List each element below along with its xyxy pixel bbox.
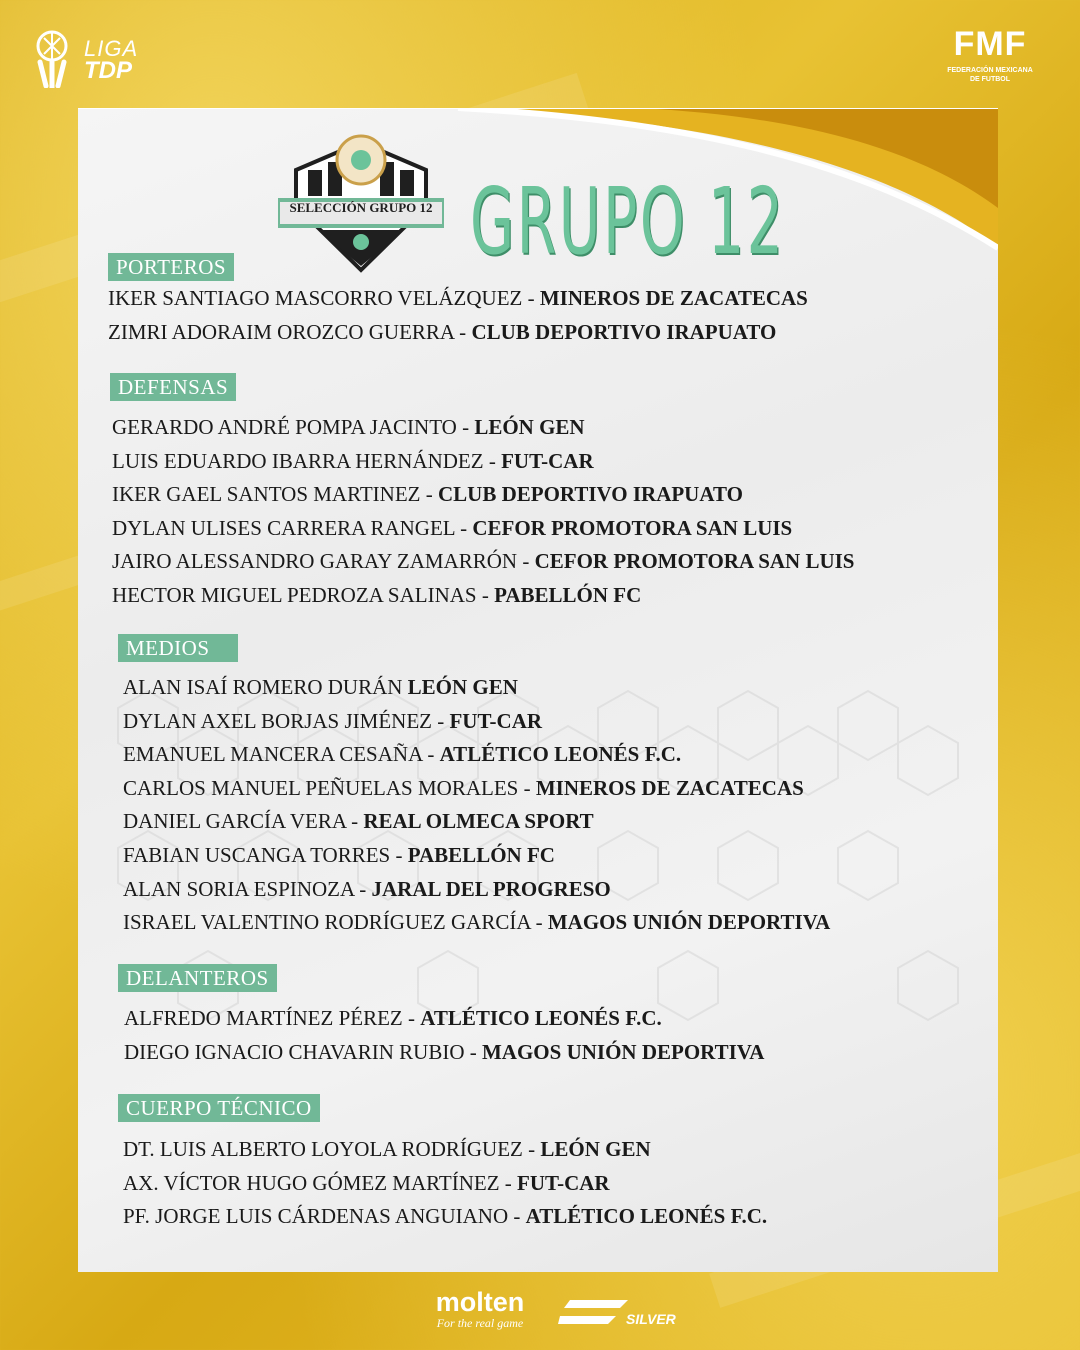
staff-name: AX. VÍCTOR HUGO GÓMEZ MARTÍNEZ -: [123, 1170, 518, 1195]
club-name: MINEROS DE ZACATECAS: [539, 286, 808, 310]
fmf-logo-subtitle: FEDERACIÓN MEXICANA DE FUTBOL: [947, 67, 1033, 83]
club-name: CLUB DEPORTIVO IRAPUATO: [437, 482, 743, 507]
player-name: ALAN SORIA ESPINOZA -: [123, 876, 372, 901]
medios-list: [123, 671, 830, 940]
player-name: CARLOS MANUEL PEÑUELAS MORALES -: [123, 775, 536, 800]
player-name: DIEGO IGNACIO CHAVARIN RUBIO -: [124, 1039, 482, 1064]
cuerpo-tecnico-list: [123, 1133, 767, 1234]
porteros-list: [108, 282, 808, 349]
club-name: FUT-CAR: [517, 1170, 610, 1195]
list-item: [123, 873, 830, 907]
fmf-logo: [944, 26, 1036, 84]
club-name: FUT-CAR: [501, 448, 594, 473]
section-label-porteros: PORTEROS: [108, 253, 234, 281]
club-name: MINEROS DE ZACATECAS: [535, 775, 804, 800]
list-item: [123, 805, 830, 839]
molten-logo-tagline: For the real game: [436, 1316, 524, 1330]
player-name: DANIEL GARCÍA VERA -: [123, 809, 364, 834]
section-label-medios: MEDIOS: [118, 634, 238, 662]
list-item: [123, 1167, 767, 1201]
liga-ball-icon: [30, 28, 78, 88]
list-item: [112, 579, 854, 613]
list-item: [123, 1133, 767, 1167]
club-name: FUT-CAR: [449, 708, 543, 733]
molten-logo: [420, 1288, 540, 1330]
club-name: REAL OLMECA SPORT: [363, 809, 594, 834]
staff-name: PF. JORGE LUIS CÁRDENAS ANGUIANO -: [123, 1204, 526, 1229]
list-item: [108, 316, 808, 350]
section-label-defensas: DEFENSAS: [110, 373, 236, 401]
club-name: LEÓN GEN: [407, 675, 518, 699]
list-item: [123, 906, 830, 940]
player-name: IKER GAEL SANTOS MARTINEZ -: [112, 482, 438, 507]
delanteros-list: [124, 1002, 764, 1069]
player-name: ZIMRI ADORAIM OROZCO GUERRA -: [108, 319, 472, 344]
list-item: [123, 839, 830, 873]
silver-logo: [558, 1296, 700, 1328]
list-item: [112, 545, 854, 579]
player-name: JAIRO ALESSANDRO GARAY ZAMARRÓN -: [112, 549, 535, 574]
player-name: ALAN ISAÍ ROMERO DURÁN: [123, 675, 408, 699]
list-item: [123, 738, 830, 772]
defensas-list: [112, 411, 854, 613]
club-name: MAGOS UNIÓN DEPORTIVA: [481, 1039, 765, 1064]
club-name: PABELLÓN FC: [494, 582, 642, 607]
list-item: [124, 1036, 764, 1070]
club-name: JARAL DEL PROGRESO: [371, 876, 611, 901]
section-label-delanteros: DELANTEROS: [118, 964, 277, 992]
player-name: LUIS EDUARDO IBARRA HERNÁNDEZ -: [112, 448, 502, 473]
page-title: GRUPO 12: [470, 168, 786, 275]
club-name: CEFOR PROMOTORA SAN LUIS: [534, 549, 855, 574]
club-name: CLUB DEPORTIVO IRAPUATO: [471, 319, 777, 344]
player-name: ISRAEL VALENTINO RODRÍGUEZ GARCÍA -: [123, 910, 548, 935]
fmf-logo-title: FMF: [953, 25, 1027, 63]
player-name: DYLAN AXEL BORJAS JIMÉNEZ -: [123, 708, 450, 733]
crest-label: SELECCIÓN GRUPO 12: [289, 200, 433, 215]
list-item: [123, 1200, 767, 1234]
list-item: [112, 478, 854, 512]
list-item: [112, 445, 854, 479]
club-name: LEÓN GEN: [474, 415, 585, 439]
section-label-cuerpo-tecnico: CUERPO TÉCNICO: [118, 1094, 320, 1122]
club-name: CEFOR PROMOTORA SAN LUIS: [472, 515, 793, 540]
molten-logo-name: molten: [435, 1287, 525, 1317]
list-item: [124, 1002, 764, 1036]
liga-tdp-logo: [30, 28, 150, 92]
list-item: [123, 705, 830, 739]
player-name: EMANUEL MANCERA CESAÑA -: [123, 742, 440, 767]
silver-logo-text: SILVER: [626, 1311, 676, 1327]
player-name: IKER SANTIAGO MASCORRO VELÁZQUEZ -: [108, 286, 540, 310]
player-name: HECTOR MIGUEL PEDROZA SALINAS -: [112, 582, 495, 607]
club-name: LEÓN GEN: [540, 1137, 651, 1161]
club-name: ATLÉTICO LEONÉS F.C.: [439, 742, 682, 767]
list-item: [123, 772, 830, 806]
list-item: [112, 411, 854, 445]
player-name: FABIAN USCANGA TORRES -: [123, 842, 408, 867]
staff-name: DT. LUIS ALBERTO LOYOLA RODRÍGUEZ -: [123, 1137, 541, 1161]
player-name: DYLAN ULISES CARRERA RANGEL -: [112, 515, 473, 540]
liga-logo-line1: LIGA: [84, 36, 139, 61]
club-name: ATLÉTICO LEONÉS F.C.: [420, 1006, 662, 1030]
roster-card: [78, 108, 998, 1272]
club-name: ATLÉTICO LEONÉS F.C.: [525, 1204, 768, 1229]
list-item: [123, 671, 830, 705]
club-name: PABELLÓN FC: [407, 842, 555, 867]
liga-logo-line2: TDP: [84, 57, 132, 84]
list-item: [112, 512, 854, 546]
club-name: MAGOS UNIÓN DEPORTIVA: [547, 910, 831, 935]
player-name: GERARDO ANDRÉ POMPA JACINTO -: [112, 415, 475, 439]
player-name: ALFREDO MARTÍNEZ PÉREZ -: [124, 1006, 421, 1030]
list-item: [108, 282, 808, 316]
